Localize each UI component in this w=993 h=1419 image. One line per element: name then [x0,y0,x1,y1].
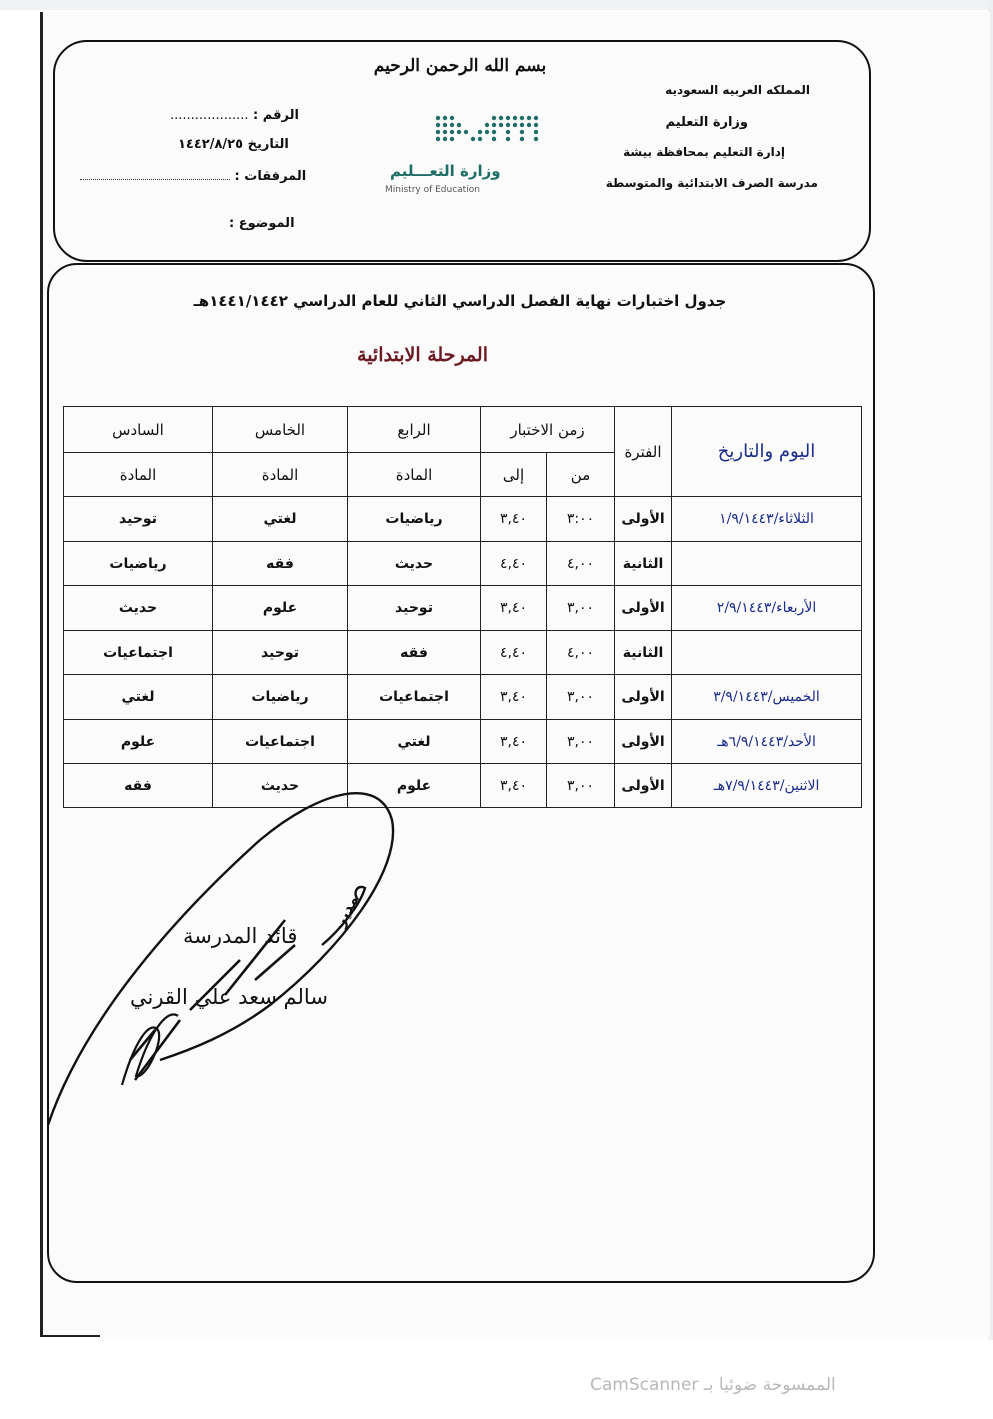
number-value: ................... [170,108,249,123]
grade5-subject-cell: اجتماعيات [213,720,348,764]
period-cell: الأولى [615,497,672,542]
header-subject-g4: المادة [348,453,481,497]
grade4-subject-cell: حديث [348,542,481,586]
signatory-name: سالم سعد علي القرني [130,985,328,1009]
day-cell-empty [672,542,862,586]
table-header-row [64,407,862,453]
table-row [64,675,862,720]
logo-english-text: Ministry of Education [385,185,480,195]
day-cell: الأربعاء/٢/٩/١٤٤٣ [672,586,862,631]
grade6-subject-cell: رياضيات [64,542,213,586]
day-cell: الاثنين/٧/٩/١٤٤٣هـ [672,764,862,808]
grade6-subject-cell: اجتماعيات [64,631,213,675]
attachments-dots [80,169,230,180]
attachments-label: المرفقات : [234,169,307,184]
header-to: إلى [481,453,547,497]
table-row [64,631,862,675]
reference-number [170,108,299,123]
table-row [64,542,862,586]
to-cell: ٣,٤٠ [481,497,547,542]
header-subject-g5: المادة [213,453,348,497]
grade5-subject-cell: توحيد [213,631,348,675]
from-cell: ٣,٠٠ [547,675,615,720]
header-subject-g6: المادة [64,453,213,497]
ministry-name: وزارة التعليم [665,115,748,130]
document-title: جدول اختبارات نهاية الفصل الدراسي الثاني للعام الدراسي ١٤٤١/١٤٤٢هـ [193,292,727,310]
table-row [64,720,862,764]
letter-date [178,137,289,152]
basmala: بسم الله الرحمن الرحيم [373,56,547,76]
grade6-subject-cell: حديث [64,586,213,631]
period-cell: الثانية [615,542,672,586]
to-cell: ٣,٤٠ [481,675,547,720]
kingdom-name: المملكه العربيه السعوديه [665,83,810,97]
grade6-subject-cell: لغتي [64,675,213,720]
grade6-subject-cell: توحيد [64,497,213,542]
camscanner-watermark: الممسوحة ضوئيا بـ CamScanner [590,1375,836,1395]
grade4-subject-cell: توحيد [348,586,481,631]
attachments-line [80,169,306,184]
period-cell: الأولى [615,764,672,808]
directorate-name: إدارة التعليم بمحافظة بيشة [623,145,785,159]
from-cell: ٣,٠٠ [547,764,615,808]
period-cell: الأولى [615,586,672,631]
logo-arabic-text: وزارة التعـــليم [390,162,501,180]
grade5-subject-cell: علوم [213,586,348,631]
from-cell: ٣:٠٠ [547,497,615,542]
from-cell: ٣,٠٠ [547,586,615,631]
subject-label: الموضوع : [229,216,295,231]
from-cell: ٣,٠٠ [547,720,615,764]
scan-top-strip [0,0,993,10]
grade4-subject-cell: رياضيات [348,497,481,542]
grade5-subject-cell: رياضيات [213,675,348,720]
grade5-subject-cell: لغتي [213,497,348,542]
to-cell: ٤,٤٠ [481,631,547,675]
from-cell: ٤,٠٠ [547,542,615,586]
header-grade5: الخامس [213,407,348,453]
header-day-date: اليوم والتاريخ [672,407,862,497]
table-row [64,497,862,542]
handwritten-note: مدير [330,892,363,930]
to-cell: ٣,٤٠ [481,586,547,631]
period-cell: الثانية [615,631,672,675]
handwritten-signature-icon [40,780,460,1140]
header-exam-time: زمن الاختبار [481,407,615,453]
period-cell: الأولى [615,675,672,720]
header-grade4: الرابع [348,407,481,453]
date-value: ١٤٤٢/٨/٢٥ [178,137,244,152]
grade5-subject-cell: فقه [213,542,348,586]
day-cell-empty [672,631,862,675]
grade4-subject-cell: لغتي [348,720,481,764]
date-label: التاريخ [247,137,289,152]
to-cell: ٣,٤٠ [481,720,547,764]
header-from: من [547,453,615,497]
day-cell: الأحد/٦/٩/١٤٤٣هـ [672,720,862,764]
number-label: الرقم : [253,108,299,123]
period-cell: الأولى [615,720,672,764]
day-cell: الخميس/٣/٩/١٤٤٣ [672,675,862,720]
grade4-subject-cell: فقه [348,631,481,675]
grade5-subject-cell: حديث [213,764,348,808]
table-row [64,586,862,631]
header-period: الفترة [615,407,672,497]
from-cell: ٤,٠٠ [547,631,615,675]
grade4-subject-cell: علوم [348,764,481,808]
signatory-title: قائد المدرسة [183,924,298,948]
grade6-subject-cell: فقه [64,764,213,808]
exam-schedule-table [63,406,862,808]
grade6-subject-cell: علوم [64,720,213,764]
school-name: مدرسة الصرف الابتدائية والمتوسطة [605,176,818,190]
header-grade6: السادس [64,407,213,453]
day-cell: الثلاثاء/١/٩/١٤٤٣ [672,497,862,542]
to-cell: ٣,٤٠ [481,764,547,808]
to-cell: ٤,٤٠ [481,542,547,586]
scan-bottom-edge [40,1335,100,1337]
grade4-subject-cell: اجتماعيات [348,675,481,720]
stage-title: المرحلة الابتدائية [357,344,488,366]
